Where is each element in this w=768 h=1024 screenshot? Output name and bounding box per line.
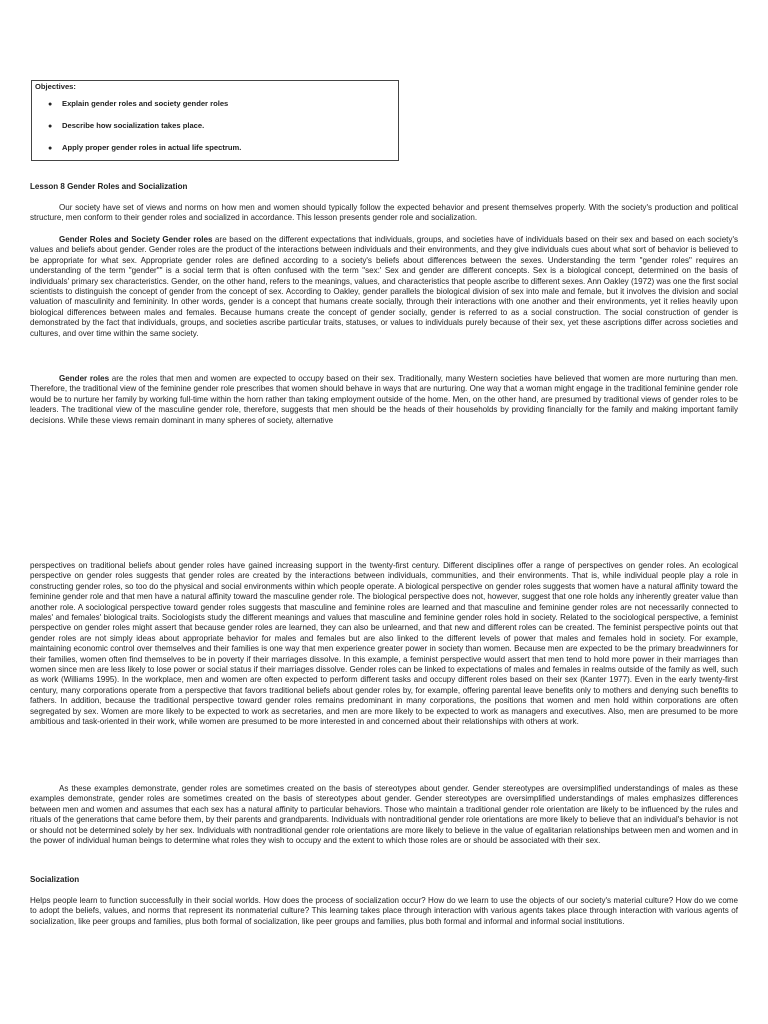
objective-item: ● Describe how socialization takes place. <box>48 121 205 130</box>
bullet-icon: ● <box>48 123 53 130</box>
intro-paragraph: Our society have set of views and norms on how men and women should typically follow the expected behavior and present themselves properly. With the society's production and political structure, men conform to their gender roles and socialized in accordance. This lesson presents gender role and socialization. <box>30 203 738 223</box>
objectives-title: Objectives: <box>35 82 76 91</box>
lesson-title: Lesson 8 Gender Roles and Socialization <box>30 182 188 191</box>
objective-item: ● Apply proper gender roles in actual life spectrum. <box>48 143 242 152</box>
perspectives-paragraph: perspectives on traditional beliefs about gender roles have gained increasing support in the twenty-first century. Different disciplines offer a range of perspectives on gender roles. An ecological perspective on gender roles suggests that gender roles are created by the interactions between individuals, communities, and their environments. That is, while individual people play a role in constructing gender roles, so too do the physical and social environments within which people operate. A biological perspective on gender roles suggests that women have a natural affinity toward the feminine gender role and that men have a natural affinity toward the masculine gender role. The biological perspective does not, however, suggest that one role holds any inherently greater value than another role. A sociological perspective toward gender roles suggests that masculine and feminine roles are learned and that masculine and feminine gender roles are not necessarily connected to males' and females' biological traits. Sociologists study the different meanings and values that masculine and feminine gender roles hold in society. Related to the sociological perspective, a feminist perspective on gender roles might assert that because gender roles are learned, they can also be unlearned, and that new and different roles can be created. The feminist perspective points out that gender roles are not simply ideas about appropriate behavior for males and females but are also linked to the different levels of power that males and females hold in society. For example, maintaining economic control over themselves and their families is one way that men experience greater power in society than women. Because men are expected to be the primary breadwinners for their families, women often find themselves to be in poverty if their marriages dissolve. In this example, a feminist perspective would assert that men tend to hold more power in their marriages than women since men are less likely to lose power or social status if their marriages dissolve. Gender roles can be linked to expectations of males and females in realms outside of the family as well, such as work (Williams 1995). In the workplace, men and women are often expected to perform different tasks and occupy different roles based on their sex (Kanter 1977). Even in the early twenty-first century, many corporations operate from a perspective that favors traditional beliefs about gender roles by, for example, offering parental leave benefits only to mothers and denying such benefits to fathers. In addition, because the traditional perspective toward gender roles remains predominant in many corporations, the positions that women and men hold within corporations are often segregated by sex. Women are more likely to be expected to work as secretaries, and men are more likely to be expected to work as managers and executives. Also, men are presumed to be more ambitious and task-oriented in their work, while women are presumed to be more interested in and concerned about their relationships with others at work. <box>30 561 738 727</box>
gender-roles-paragraph: Gender roles are the roles that men and women are expected to occupy based on their sex. Traditionally, many Western societies have believed that women are more nurturing than men. Therefore, the traditional view of the feminine gender role prescribes that women should behave in ways that are nurturing. One way that a woman might engage in the traditional feminine gender role would be to nurture her family by working full-time within the horn rather than taking employment outside of the home. Men, on the other hand, are presumed by traditional views of gender roles to be leaders. The traditional view of the masculine gender role, therefore, suggests that men should be the heads of their households by providing financially for the family and making important family decisions. While these views remain dominant in many spheres of society, alternative <box>30 374 738 425</box>
stereotypes-paragraph: As these examples demonstrate, gender roles are sometimes created on the basis of stereotypes about gender. Gender stereotypes are oversimplified understandings of males as these examples demonstrate, gender roles are sometimes created on the basis of stereotypes about gender. Gender stereotypes are oversimplified understandings of males emphasizes differences between men and women and assumes that each sex has a natural affinity to particular behaviors. Those who maintain a traditional gender role orientation are likely to be influenced by the rules and rituals of the generations that came before them, by their parents and grandparents. Individuals with nontraditional gender role orientations are more likely to believe that an individual's behavior is not or should not be determined solely by her sex. Individuals with nontraditional gender role orientations are more likely to believe in the value of egalitarian relationships between men and women and in the power of individual human beings to determine what roles they wish to occupy and the extent to which those roles are or should be associated with their sex. <box>30 784 738 846</box>
bullet-icon: ● <box>48 101 53 108</box>
socialization-paragraph: Helps people learn to function successfully in their social worlds. How does the process of socialization occur? How do we learn to use the objects of our society's material culture? How do we come to adopt the beliefs, values, and norms that represent its nonmaterial culture? This learning takes place through interaction with various agents takes place through interaction with various agents of socialization, like peer groups and families, plus both formal of socialization, like peer groups and families, plus both formal and informal and informal social institutions. <box>30 896 738 926</box>
objectives-box <box>31 80 399 161</box>
bullet-icon: ● <box>48 145 53 152</box>
gender-roles-lead: Gender roles <box>59 374 110 383</box>
socialization-heading: Socialization <box>30 875 80 884</box>
society-gender-roles-lead: Gender Roles and Society Gender roles <box>59 235 213 244</box>
objective-item: ● Explain gender roles and society gender roles <box>48 99 229 108</box>
society-gender-roles-paragraph: Gender Roles and Society Gender roles are based on the different expectations that individuals, groups, and societies have of individuals based on their sex and based on each society's values and beliefs about gender. Gender roles are the product of the interactions between individuals and their environments, and they give individuals cues about what sort of behavior is believed to be appropriate for what sex. Appropriate gender roles are defined according to a society's beliefs about differences between the sexes. Understanding the term "gender roles" requires an understanding of the term "gender"" is a social term that is often confused with the term "sex:' Sex and gender are different concepts. Sex is a biological concept, determined on the basis of individuals' primary sex characteristics. Gender, on the other hand, refers to the meanings, values, and characteristics that people ascribe to different sexes. Ann Oakley (1972) was one the first social scientists to distinguish the concept of gender from the concept of sex. According to Oakley, gender parallels the biological division of sex into male and female, but it involves the division and social valuation of masculinity and femininity. In other words, gender is a concept that humans create socially, through their interactions with one another and their environments, yet it relies heavily upon biological differences between males and females. Because humans create the concept of gender socially, gender is referred to as a social construction. The social construction of gender is demonstrated by the fact that individuals, groups, and societies ascribe particular traits, statuses, or values to individuals purely because of their sex, yet these ascriptions differ across societies and cultures, and over time within the same society. <box>30 235 739 338</box>
